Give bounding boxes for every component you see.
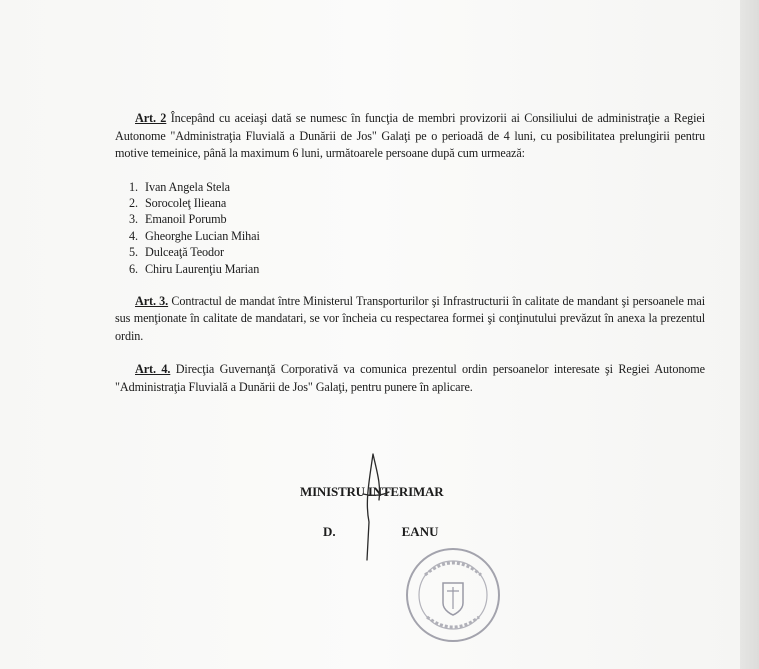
handwritten-signature (355, 452, 395, 562)
members-list (115, 179, 705, 277)
article-2-label: Art. 2 (135, 111, 167, 125)
list-item: 1. Ivan Angela Stela (129, 179, 230, 194)
signature-title: MINISTRU INTERIMAR (300, 484, 444, 499)
list-item: 6. Chiru Laurenţiu Marian (129, 261, 260, 276)
signature-name-end: EANU (401, 524, 439, 539)
article-4-label: Art. 4. (135, 362, 171, 377)
article-2-text: Începând cu aceiaşi dată se numesc în funcţia de membri provizorii ai Consiliului de administraţie a Regiei Autonome "Administraţia Fluvială a Dunării de Jos" Galaţi pe o perioadă de 4 luni, cu posibilitatea prelungirii pentru motive temeinice, până la maximum 6 luni, următoarele persoane după cum urmează: (115, 111, 706, 160)
article-3-text: Contractul de mandat între Ministerul Transporturilor şi Infrastructurii în calitate de mandant şi persoanele mai sus menţionate în calitate de mandatari, se vor încheia cu respectarea formei şi conţinutului prevăzut în anexa la prezentul ordin. (115, 293, 705, 343)
list-item: 4. Gheorghe Lucian Mihai (129, 228, 260, 243)
article-3 (115, 293, 705, 346)
document-body (115, 110, 705, 396)
list-item: 3. Emanoil Porumb (129, 212, 227, 227)
signature-name-start: D. (323, 524, 336, 539)
official-stamp-seal (403, 545, 503, 645)
article-2 (115, 110, 705, 163)
article-4 (115, 361, 705, 396)
list-item: 2. Sorocoleţ Ilieana (129, 195, 227, 210)
list-item: 5. Dulceaţă Teodor (129, 245, 224, 260)
article-3-label: Art. 3. (135, 293, 169, 308)
article-4-text: Direcţia Guvernanţă Corporativă va comunica prezentul ordin persoanelor interesate şi Regiei Autonome "Administraţia Fluvială a Dunării de Jos" Galaţi, pentru punere în aplicare. (115, 362, 705, 394)
page-edge (740, 0, 759, 669)
